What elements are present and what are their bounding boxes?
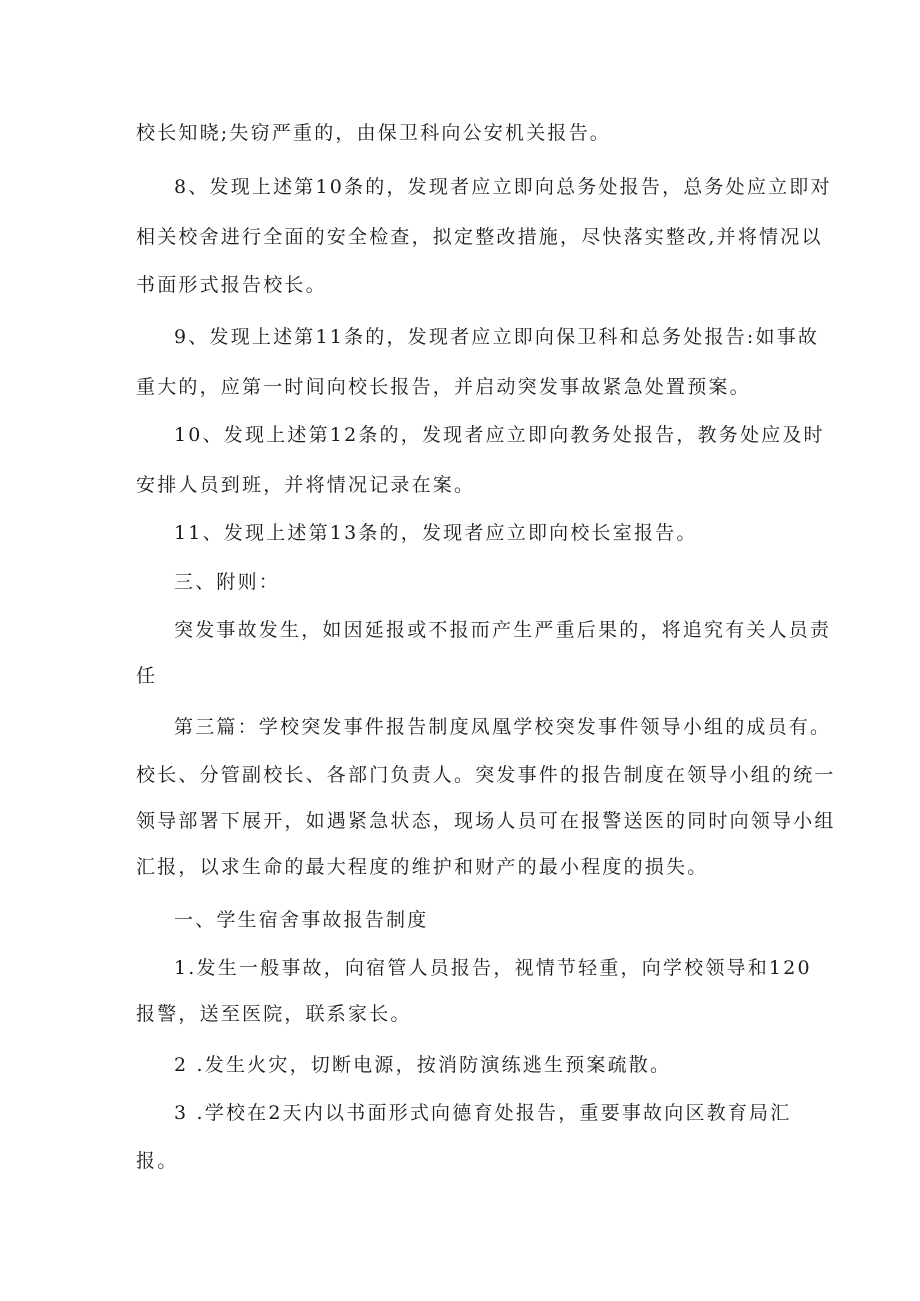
text-line: 3 .学校在2天内以书面形式向德育处报告，重要事故向区教育局汇	[174, 1102, 792, 1124]
text-line: 10、发现上述第12条的，发现者应立即向教务处报告，教务处应及时	[174, 424, 825, 446]
text-line: 校长知晓;失窃严重的，由保卫科向公安机关报告。	[136, 122, 612, 144]
text-line: 相关校舍进行全面的安全检查，拟定整改措施，尽快落实整改,并将情况以	[136, 226, 823, 248]
section-heading: 三、附则：	[174, 571, 281, 593]
text-line: 第三篇：学校突发事件报告制度凤凰学校突发事件领导小组的成员有。	[174, 716, 832, 738]
text-line: 8、发现上述第10条的，发现者应立即向总务处报告，总务处应立即对	[174, 176, 832, 198]
section-heading: 一、学生宿舍事故报告制度	[174, 909, 429, 931]
text-line: 1.发生一般事故，向宿管人员报告，视情节轻重，向学校领导和120	[174, 957, 812, 979]
text-line: 任	[136, 665, 158, 687]
text-line: 重大的，应第一时间向校长报告，并启动突发事故紧急处置预案。	[136, 376, 751, 398]
text-line: 书面形式报告校长。	[136, 274, 327, 296]
text-line: 领导部署下展开，如遇紧急状态，现场人员可在报警送医的同时向领导小组	[136, 810, 836, 832]
text-line: 突发事故发生，如因延报或不报而产生严重后果的，将追究有关人员责	[174, 619, 832, 641]
text-line: 安排人员到班，并将情况记录在案。	[136, 474, 476, 496]
text-line: 校长、分管副校长、各部门负责人。突发事件的报告制度在领导小组的统一	[136, 764, 836, 786]
text-line: 汇报，以求生命的最大程度的维护和财产的最小程度的损失。	[136, 856, 709, 878]
text-line: 9、发现上述第11条的，发现者应立即向保卫科和总务处报告:如事故	[174, 326, 820, 348]
text-line: 报。	[136, 1150, 179, 1172]
text-line: 2 .发生火灾，切断电源，按消防演练逃生预案疏散。	[174, 1054, 672, 1076]
text-line: 报警，送至医院，联系家长。	[136, 1003, 412, 1025]
text-line: 11、发现上述第13条的，发现者应立即向校长室报告。	[174, 522, 698, 544]
